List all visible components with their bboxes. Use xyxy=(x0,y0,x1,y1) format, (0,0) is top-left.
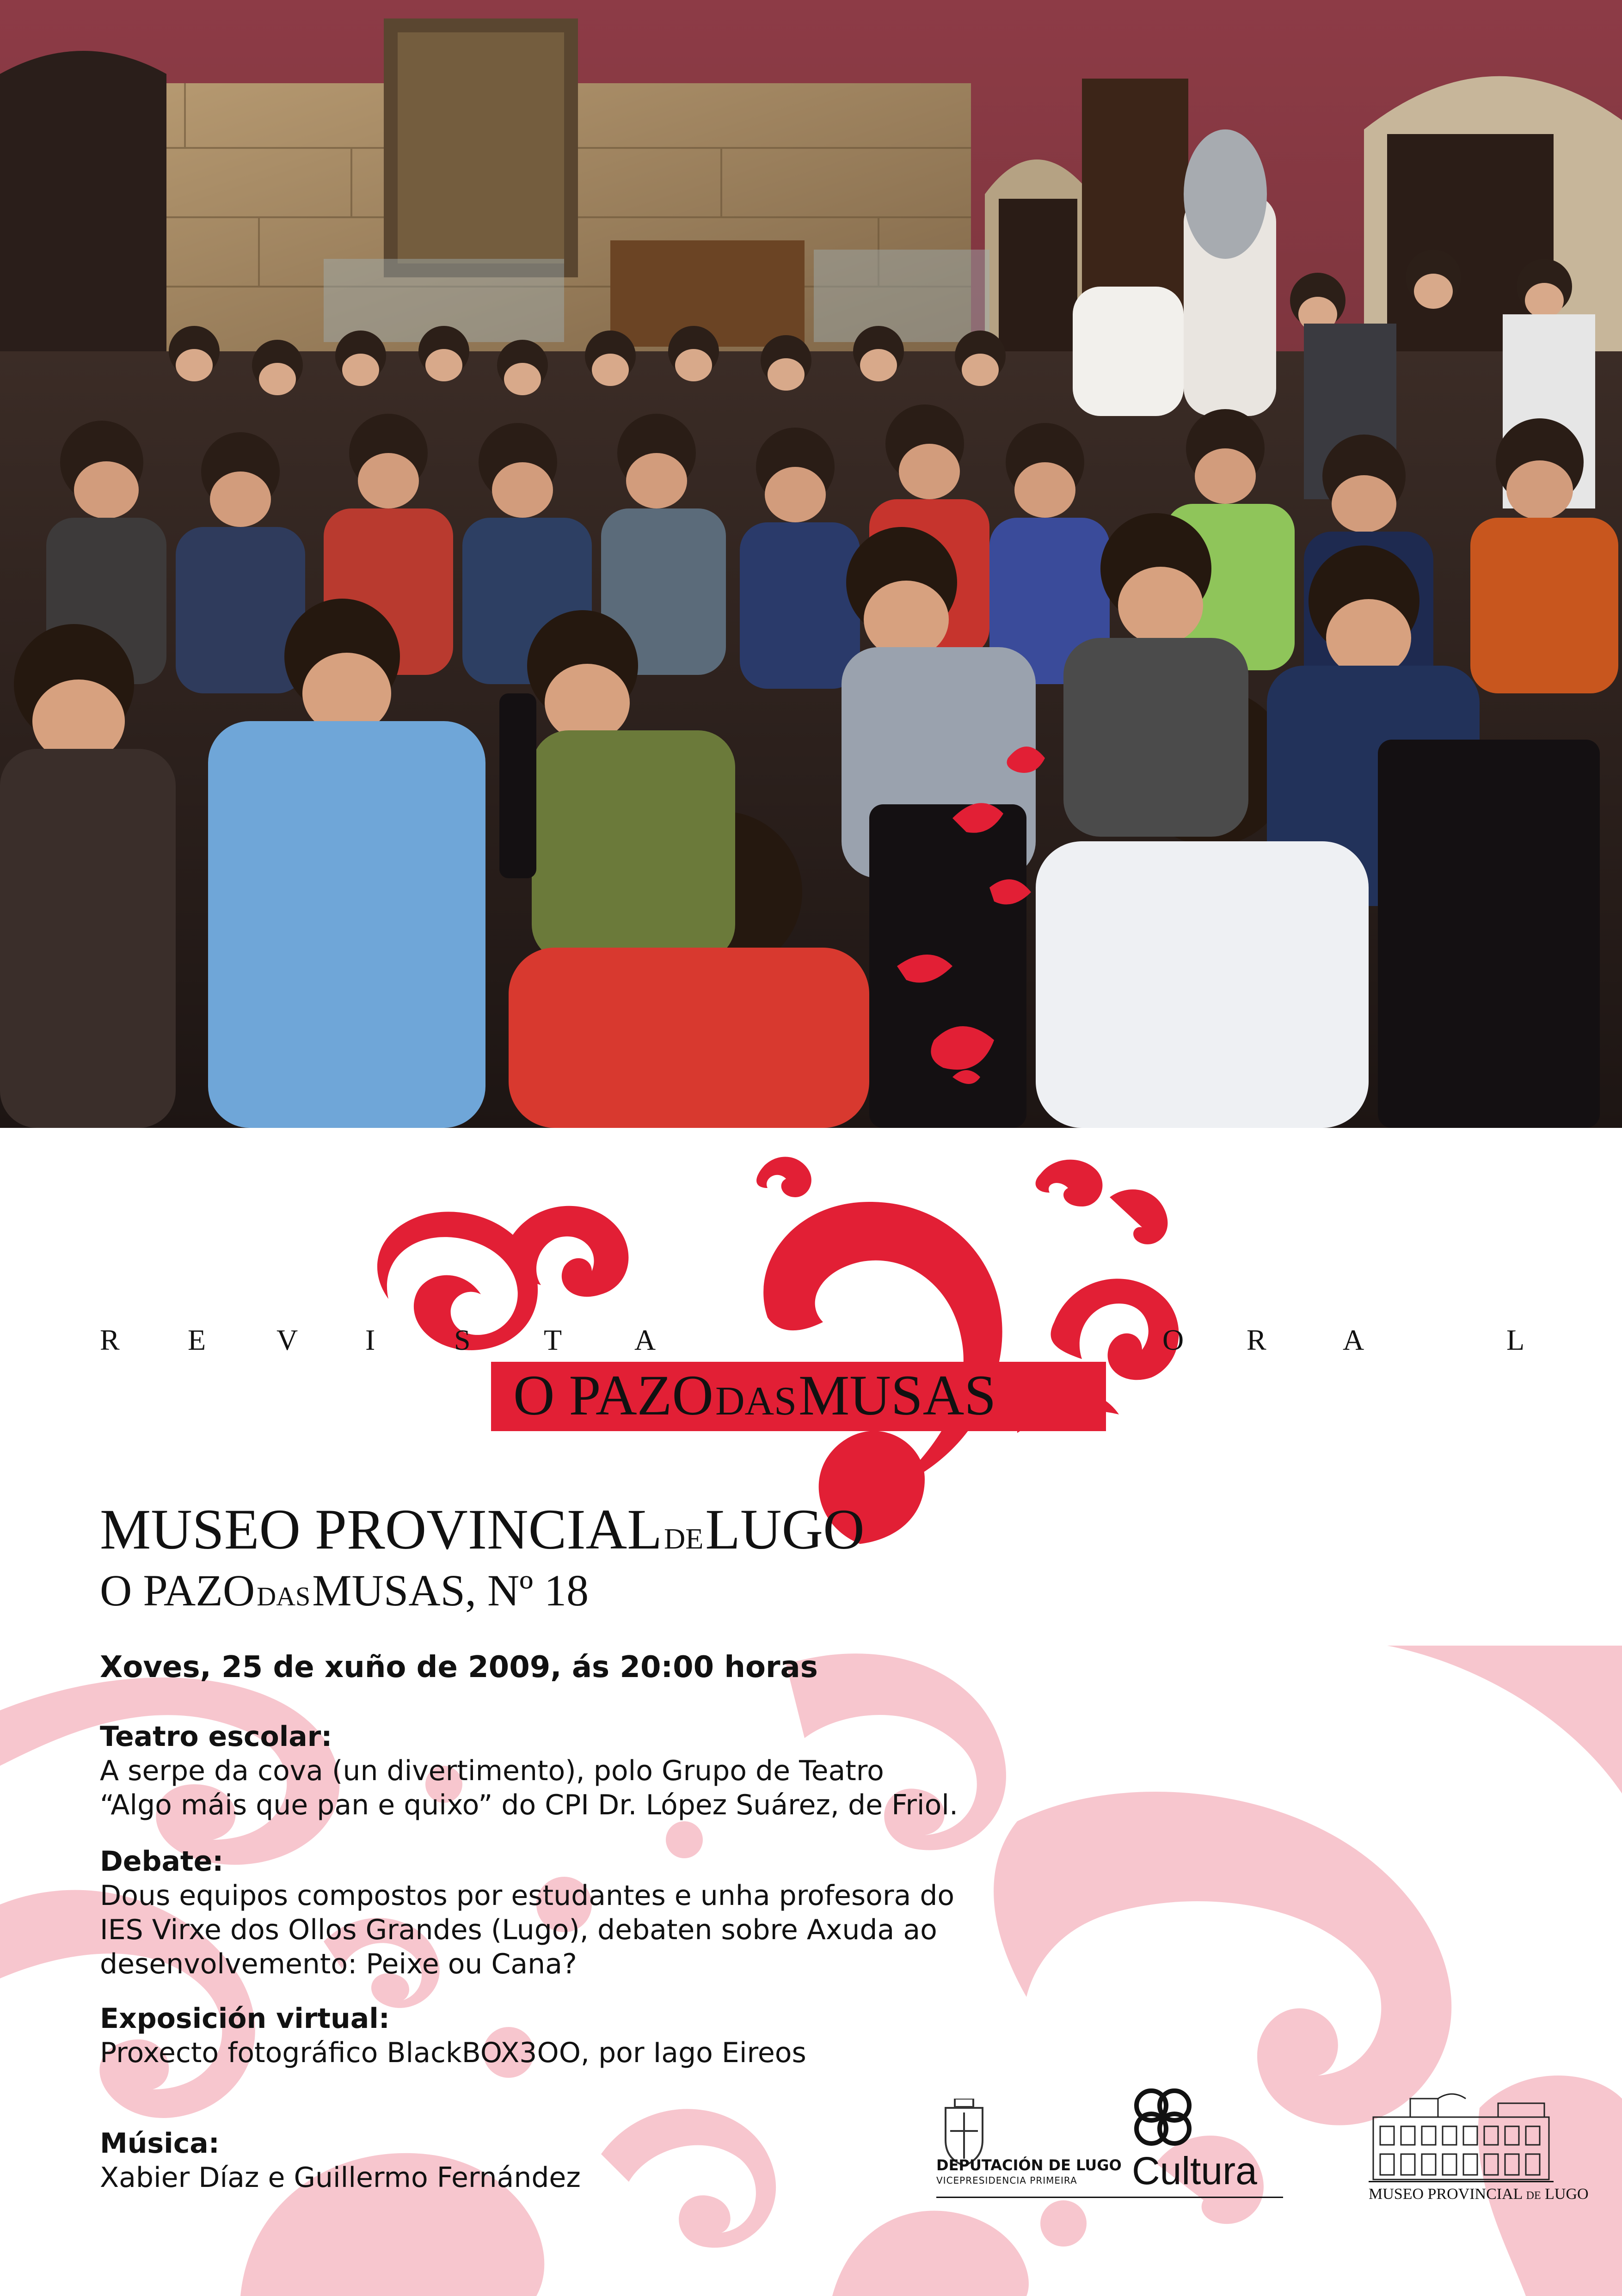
revista-letter: S xyxy=(454,1323,471,1356)
section-exposicion xyxy=(100,2002,806,2070)
audience-photo-illustration xyxy=(0,0,1622,1128)
museo-title-part1: MUSEO PROVINCIAL xyxy=(100,1498,662,1561)
pazo-title-part1: O PAZO xyxy=(100,1566,255,1615)
museo-title xyxy=(100,1497,865,1562)
oral-letter: R xyxy=(1247,1323,1266,1356)
oral-letter: O xyxy=(1162,1323,1184,1356)
section-heading: Música: xyxy=(100,2127,220,2160)
museo-title-part2: DE xyxy=(664,1522,704,1555)
museo-logo-part3: LUGO xyxy=(1545,2186,1589,2203)
pazo-band-part3: MUSAS xyxy=(799,1364,996,1427)
revista-letter: T xyxy=(544,1323,562,1356)
pazo-musas-logo-text xyxy=(513,1363,996,1428)
pazo-band-part2: DAS xyxy=(715,1379,797,1424)
deputacion-name: DEPUTACIÓN DE LUGO xyxy=(936,2156,1122,2174)
section-line: Proxecto fotográfico BlackBOX3OO, por Iago Eireos xyxy=(100,2037,806,2069)
museo-logo-part2: DE xyxy=(1526,2190,1541,2202)
section-line: A serpe da cova (un divertimento), polo Grupo de Teatro xyxy=(100,1755,884,1787)
section-line: IES Virxe dos Ollos Grandes (Lugo), debaten sobre Axuda ao xyxy=(100,1914,937,1946)
section-heading: Teatro escolar: xyxy=(100,1720,332,1753)
shield-crest-icon xyxy=(936,2099,1130,2210)
pazo-title-part2: DAS xyxy=(257,1581,311,1611)
revista-letter: A xyxy=(634,1323,656,1356)
section-line: Dous equipos compostos por estudantes e unha profesora do xyxy=(100,1880,955,1912)
museo-title-part3: LUGO xyxy=(705,1498,865,1561)
sponsor-divider xyxy=(936,2197,1283,2198)
pazo-title-part3: MUSAS, Nº 18 xyxy=(312,1566,589,1615)
section-teatro xyxy=(100,1720,958,1822)
revista-letter: R xyxy=(100,1323,120,1356)
section-line: desenvolvemento: Peixe ou Cana? xyxy=(100,1948,577,1980)
pazo-issue-title xyxy=(100,1565,589,1616)
section-musica xyxy=(100,2126,581,2195)
deputacion-subtitle: VICEPRESIDENCIA PRIMEIRA xyxy=(936,2175,1077,2186)
cultura-knot-icon xyxy=(1128,2082,1198,2152)
cultura-label: Cultura xyxy=(1132,2149,1257,2192)
event-date: Xoves, 25 de xuño de 2009, ás 20:00 horas xyxy=(100,1650,818,1684)
section-debate xyxy=(100,1844,954,1981)
section-line: “Algo máis que pan e quixo” do CPI Dr. López Suárez, de Friol. xyxy=(100,1789,958,1821)
museum-building-icon xyxy=(1369,2089,1554,2182)
oral-letter: L xyxy=(1506,1323,1525,1356)
revista-letter: I xyxy=(365,1323,375,1356)
revista-oral-heading xyxy=(0,1323,1622,1360)
event-photo xyxy=(0,0,1622,1128)
section-line: Xabier Díaz e Guillermo Fernández xyxy=(100,2161,581,2194)
pazo-band-part1: O PAZO xyxy=(513,1364,713,1427)
museo-logo-part1: MUSEO PROVINCIAL xyxy=(1369,2186,1523,2203)
museo-logo-label xyxy=(1369,2186,1589,2203)
revista-letter: V xyxy=(276,1323,298,1356)
oral-letter: A xyxy=(1343,1323,1364,1356)
museo-logo-divider xyxy=(1369,2181,1554,2182)
section-heading: Debate: xyxy=(100,1845,224,1878)
section-heading: Exposición virtual: xyxy=(100,2002,390,2035)
revista-letter: E xyxy=(188,1323,206,1356)
